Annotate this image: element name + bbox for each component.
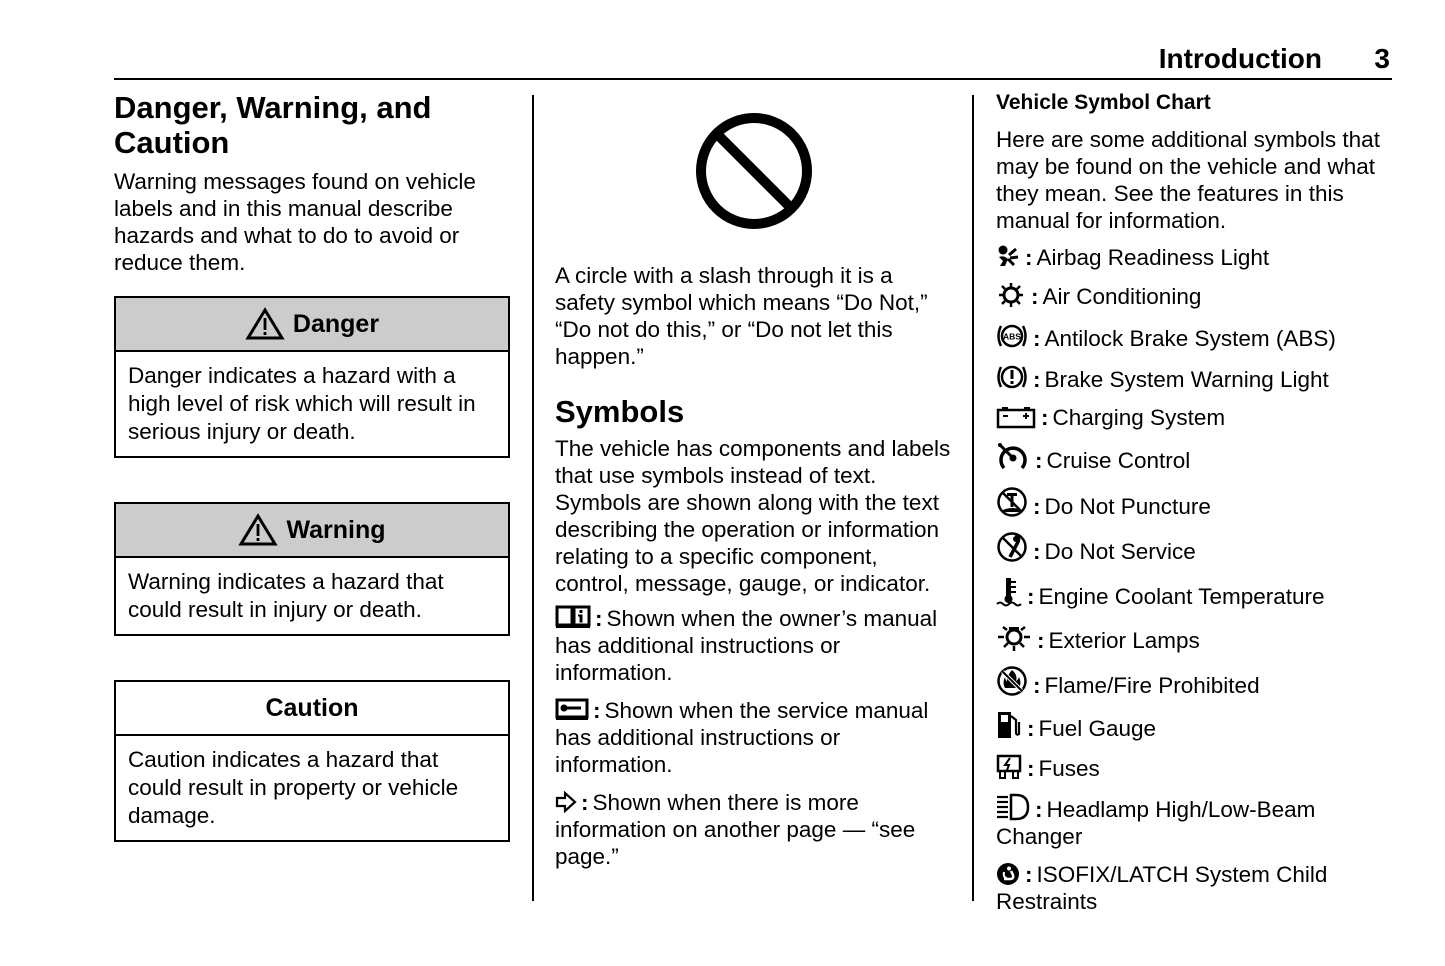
symbol-label: Airbag Readiness Light xyxy=(1036,245,1270,270)
service-manual-icon xyxy=(555,697,589,721)
caution-box xyxy=(114,680,510,842)
see-page-arrow-icon xyxy=(555,791,577,813)
svg-text:ABS: ABS xyxy=(1003,331,1021,342)
separator-colon: : xyxy=(1037,627,1045,653)
symbol-item-cruise-control xyxy=(996,442,1396,474)
symbol-label: Engine Coolant Temperature xyxy=(1038,584,1325,610)
symbol-item-abs xyxy=(996,322,1396,352)
separator-colon: : xyxy=(1027,755,1035,781)
separator-colon: : xyxy=(1027,584,1035,610)
symbol-label: Antilock Brake System (ABS) xyxy=(1044,325,1336,351)
prohibition-circle-slash-icon xyxy=(693,110,815,232)
separator-colon: : xyxy=(1033,672,1041,698)
symbol-item-brake-warning xyxy=(996,363,1396,393)
separator-colon: : xyxy=(1033,539,1041,565)
coolant-temperature-icon xyxy=(996,576,1022,608)
symbol-label: Charging System xyxy=(1052,405,1226,431)
caution-box-header xyxy=(116,682,508,736)
symbol-note-see-page xyxy=(555,789,955,870)
danger-text: Danger indicates a hazard with a high level of risk which will result in serious injury or death. xyxy=(128,363,476,444)
fuses-icon xyxy=(996,754,1022,780)
symbol-label: Fuel Gauge xyxy=(1038,716,1157,742)
section-title: Danger, Warning, and Caution xyxy=(114,90,432,160)
exterior-lamps-icon xyxy=(996,622,1032,652)
symbol-item-fuses xyxy=(996,754,1396,782)
intro-paragraph: Warning messages found on vehicle labels and in this manual describe hazards and what to do to avoid or reduce them. xyxy=(114,169,476,275)
abs-icon xyxy=(996,322,1028,350)
brake-warning-icon xyxy=(996,363,1028,391)
symbol-item-do-not-service xyxy=(996,531,1396,565)
separator-colon: : xyxy=(1035,448,1043,474)
airbag-icon xyxy=(996,245,1020,269)
symbol-item-exterior-lamps xyxy=(996,622,1396,654)
column-vehicle-symbol-chart xyxy=(996,88,1396,926)
warning-box-header xyxy=(116,504,508,558)
warning-triangle-icon xyxy=(245,307,285,341)
symbol-label: Brake System Warning Light xyxy=(1044,366,1329,392)
separator-colon: : xyxy=(1025,245,1033,270)
page-number: 3 xyxy=(1374,43,1390,74)
flame-prohibited-icon xyxy=(996,665,1028,697)
battery-icon xyxy=(996,405,1036,429)
symbol-label: Cruise Control xyxy=(1046,448,1191,474)
warning-text: Warning indicates a hazard that could result in injury or death. xyxy=(128,569,444,622)
symbol-item-high-beam xyxy=(996,793,1396,850)
child-seat-icon xyxy=(996,862,1020,886)
separator-colon: : xyxy=(1035,796,1043,822)
do-not-service-icon xyxy=(996,531,1028,563)
caution-heading: Caution xyxy=(265,693,359,722)
fuel-pump-icon xyxy=(996,710,1022,740)
danger-box xyxy=(114,296,510,458)
symbol-item-coolant-temp xyxy=(996,576,1396,610)
vehicle-symbol-chart-title: Vehicle Symbol Chart xyxy=(996,91,1211,114)
symbols-title: Symbols xyxy=(555,394,685,429)
symbol-label: Fuses xyxy=(1038,755,1100,781)
separator-colon: : xyxy=(1033,493,1041,519)
symbol-label: Do Not Puncture xyxy=(1044,493,1211,519)
cruise-control-icon xyxy=(996,442,1030,472)
column-divider xyxy=(972,95,974,901)
caution-text: Caution indicates a hazard that could result in property or vehicle damage. xyxy=(128,747,459,828)
separator-colon: : xyxy=(1031,284,1039,310)
separator-colon: : xyxy=(595,606,603,631)
symbol-item-fuel-gauge xyxy=(996,710,1396,742)
symbol-label: Do Not Service xyxy=(1044,539,1196,565)
symbol-label: ISOFIX/LATCH System Child Restraints xyxy=(996,862,1328,915)
separator-colon: : xyxy=(1033,366,1041,392)
warning-triangle-icon xyxy=(238,513,278,547)
warning-heading: Warning xyxy=(286,515,386,544)
warning-box xyxy=(114,502,510,636)
separator-colon: : xyxy=(593,698,601,723)
symbols-intro: The vehicle has components and labels that use symbols instead of text. Symbols are shown along with the text describing the operation or information relating to a specific component, control, message, gauge, or indicator. xyxy=(555,436,951,596)
separator-colon: : xyxy=(1027,716,1035,742)
vehicle-symbol-chart-intro: Here are some additional symbols that may be found on the vehicle and what they mean. See the features in this manual for information. xyxy=(996,127,1380,233)
separator-colon: : xyxy=(1033,325,1041,351)
owners-manual-book-icon xyxy=(555,605,591,629)
see-page-note-text: Shown when there is more information on another page — “see page.” xyxy=(555,790,916,869)
symbol-note-service-manual xyxy=(555,697,955,778)
separator-colon: : xyxy=(1025,862,1033,888)
danger-heading: Danger xyxy=(292,309,380,338)
service-manual-note-text: Shown when the service manual has additional instructions or information. xyxy=(555,698,929,777)
air-conditioning-icon xyxy=(996,282,1026,308)
do-not-puncture-icon xyxy=(996,486,1028,518)
symbol-item-flame-prohibited xyxy=(996,665,1396,699)
symbol-item-do-not-puncture xyxy=(996,486,1396,520)
header-section-title: Introduction xyxy=(1158,43,1322,74)
symbol-item-charging-system xyxy=(996,404,1396,431)
danger-box-header xyxy=(116,298,508,352)
separator-colon: : xyxy=(1041,405,1049,431)
owners-manual-note-text: Shown when the owner’s manual has additional instructions or information. xyxy=(555,606,938,685)
symbol-label: Air Conditioning xyxy=(1042,284,1202,310)
symbol-item-air-conditioning xyxy=(996,282,1396,310)
high-beam-icon xyxy=(996,793,1030,821)
page-header xyxy=(114,40,1392,80)
prohibit-description: A circle with a slash through it is a safety symbol which means “Do Not,” “Do not do this,” or “Do not let this happen.” xyxy=(555,263,928,369)
symbol-label: Headlamp High/Low-Beam Changer xyxy=(996,796,1316,849)
symbol-note-owners-manual xyxy=(555,605,955,686)
symbol-item-airbag xyxy=(996,244,1396,271)
separator-colon: : xyxy=(581,790,589,815)
column-danger-warning-caution xyxy=(114,88,514,828)
column-divider xyxy=(532,95,534,901)
symbol-label: Exterior Lamps xyxy=(1048,627,1200,653)
symbol-label: Flame/Fire Prohibited xyxy=(1044,672,1260,698)
symbol-item-child-restraints xyxy=(996,861,1396,915)
